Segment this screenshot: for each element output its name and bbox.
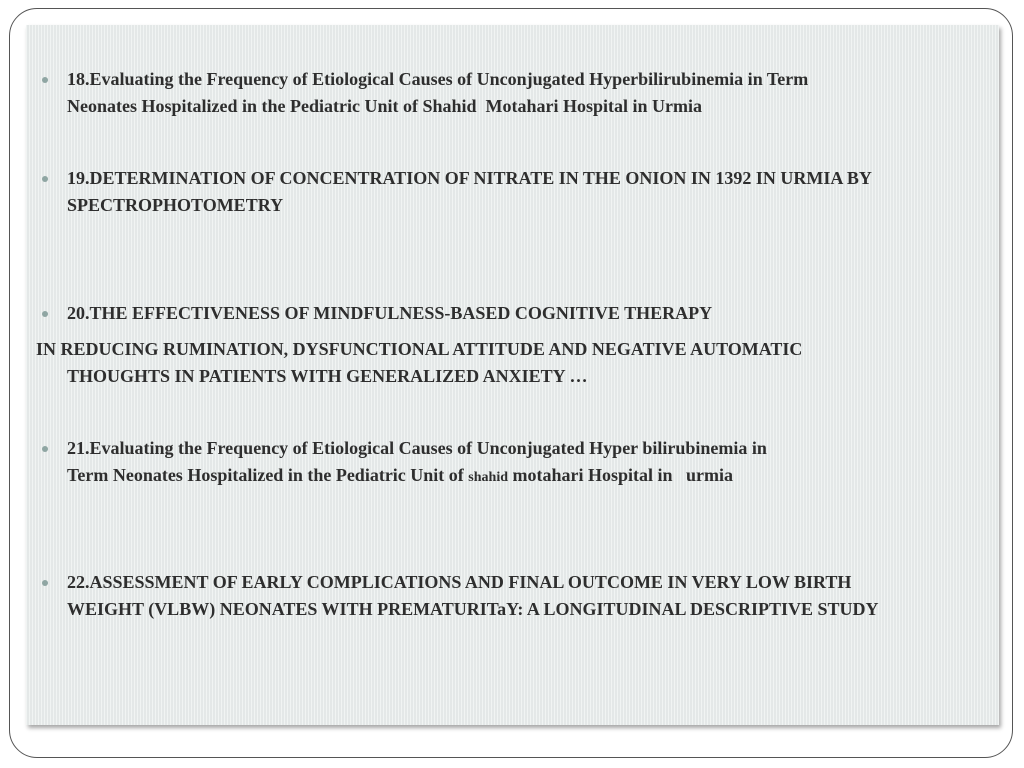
item-21-line-2 xyxy=(67,462,767,491)
item-18-line-2: Neonates Hospitalized in the Pediatric Unit of Shahid Motahari Hospital in Urmia xyxy=(67,96,703,116)
item-19-line-2: SPECTROPHOTOMETRY xyxy=(67,195,284,215)
item-22-line-2: WEIGHT (VLBW) NEONATES WITH PREMATURITaY: A LONGITUDINAL DESCRIPTIVE STUDY xyxy=(67,599,879,619)
list-item-20 xyxy=(67,300,712,327)
item-20-line-2: IN REDUCING RUMINATION, DYSFUNCTIONAL ATTITUDE AND NEGATIVE AUTOMATIC xyxy=(36,339,803,359)
list-item-18 xyxy=(67,66,808,120)
item-21-line-1: 21.Evaluating the Frequency of Etiological Causes of Unconjugated Hyper bilirubinemia in xyxy=(67,438,767,458)
item-18-line-1: 18.Evaluating the Frequency of Etiological Causes of Unconjugated Hyperbilirubinemia in Term xyxy=(67,69,809,89)
content-panel xyxy=(26,25,999,725)
item-22-line-1: 22.ASSESSMENT OF EARLY COMPLICATIONS AND FINAL OUTCOME IN VERY LOW BIRTH xyxy=(67,572,852,592)
bullet-icon xyxy=(42,77,48,83)
item-21-line-2-part-a: Term Neonates Hospitalized in the Pediatric Unit of xyxy=(67,465,469,485)
bullet-icon xyxy=(42,176,48,182)
item-20-line-3: THOUGHTS IN PATIENTS WITH GENERALIZED ANXIETY … xyxy=(67,366,588,386)
list-item-21 xyxy=(67,435,767,491)
item-21-line-2-small: shahid xyxy=(468,470,508,485)
item-19-line-1: 19.DETERMINATION OF CONCENTRATION OF NITRATE IN THE ONION IN 1392 IN URMIA BY xyxy=(67,168,872,188)
bullet-icon xyxy=(42,311,48,317)
bullet-icon xyxy=(42,446,48,452)
list-item-22 xyxy=(67,569,879,623)
item-21-line-2-part-b: motahari Hospital in urmia xyxy=(508,465,734,485)
item-20-line-1: 20.THE EFFECTIVENESS OF MINDFULNESS-BASED COGNITIVE THERAPY xyxy=(67,303,713,323)
list-item-19 xyxy=(67,165,872,219)
item-20-continuation xyxy=(36,336,802,390)
bullet-icon xyxy=(42,580,48,586)
